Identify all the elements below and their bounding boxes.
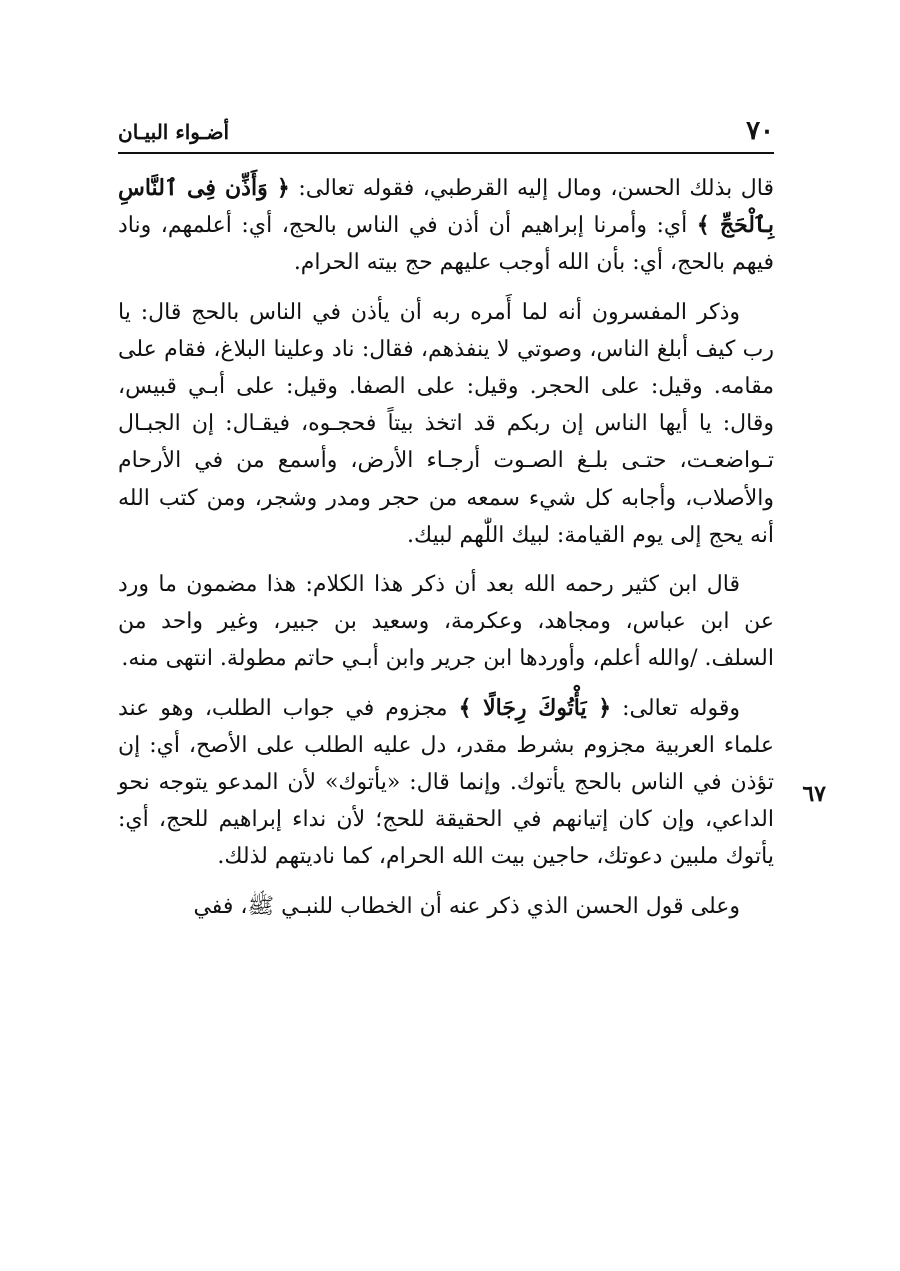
paragraph-text: وعلى قول الحسن الذي ذكر عنه أن الخطاب للنبـي ﷺ، ففي — [193, 893, 740, 919]
paragraph-4 — [118, 690, 774, 876]
margin-page-reference: ٦٧ — [802, 781, 826, 807]
quran-verse: ﴿ وَأَذِّن فِى ٱلنَّاسِ بِٱلْحَجِّ ﴾ — [118, 175, 775, 239]
page-body — [118, 170, 774, 937]
paragraph-text: مجزوم في جواب الطلب، وهو عند علماء العربية مجزوم بشرط مقدر، دل عليه الطلب على الأصح، أي: إن تؤذن في الناس بالحج يأتوك. وإنما قال: «يأتوك» لأن المدعو يتوجه نحو الداعي، وإن كان إتيانهم في الحقيقة للحج؛ لأن نداء إبراهيم للحج، أي: يأتوك ملبين دعوتك، حاجين بيت الله الحرام، كما ناديتهم لذلك. — [118, 695, 774, 870]
header-divider — [118, 152, 774, 154]
paragraph-5 — [118, 888, 774, 925]
paragraph-3 — [118, 566, 774, 678]
paragraph-2 — [118, 294, 774, 554]
paragraph-text: وذكر المفسرون أنه لما أَمره ربه أن يأذن في الناس بالحج قال: يا رب كيف أبلغ الناس، وصوتي لا ينفذهم، فقال: ناد وعلينا البلاغ، فقام على مقامه. وقيل: على الحجر. وقيل: على الصفا. وقيل: على أبـي قبيس، وقال: يا أيها الناس إن ربكم قد اتخذ بيتاً فحجـوه، فيقـال: إن الجبـال تـواضعـت، حتـى بلـغ الصـوت أرجـاء الأرض، وأسمع من في الأرحام والأصلاب، وأجابه كل شيء سمعه من حجر ومدر وشجر، ومن كتب الله أنه يحج إلى يوم القيامة: لبيك اللّٰهم لبيك. — [118, 299, 774, 548]
page-header — [118, 116, 774, 150]
paragraph-text: قال بذلك الحسن، ومال إليه القرطبي، فقوله تعالى: — [289, 176, 775, 201]
quran-verse: ﴿ يَأْتُوكَ رِجَالًا ﴾ — [458, 694, 612, 721]
paragraph-1 — [118, 170, 774, 282]
paragraph-text: قال ابن كثير رحمه الله بعد أن ذكر هذا الكلام: هذا مضمون ما ورد عن ابن عباس، ومجاهد، وعكرمة، وسعيد بن جبير، وغير واحد من السلف. /والله أعلم، وأوردها ابن جرير وابن أبـي حاتم مطولة. انتهى منه. — [118, 572, 774, 672]
paragraph-text: أي: وأمرنا إبراهيم أن أذن في الناس بالحج، أي: أعلمهم، وناد فيهم بالحج، أي: بأن الله أوجب عليهم حج بيته الحرام. — [118, 213, 774, 276]
running-title: أضـواء البيـان — [118, 120, 230, 144]
paragraph-text: وقوله تعالى: — [611, 695, 740, 721]
page-number: ٧٠ — [746, 116, 774, 146]
